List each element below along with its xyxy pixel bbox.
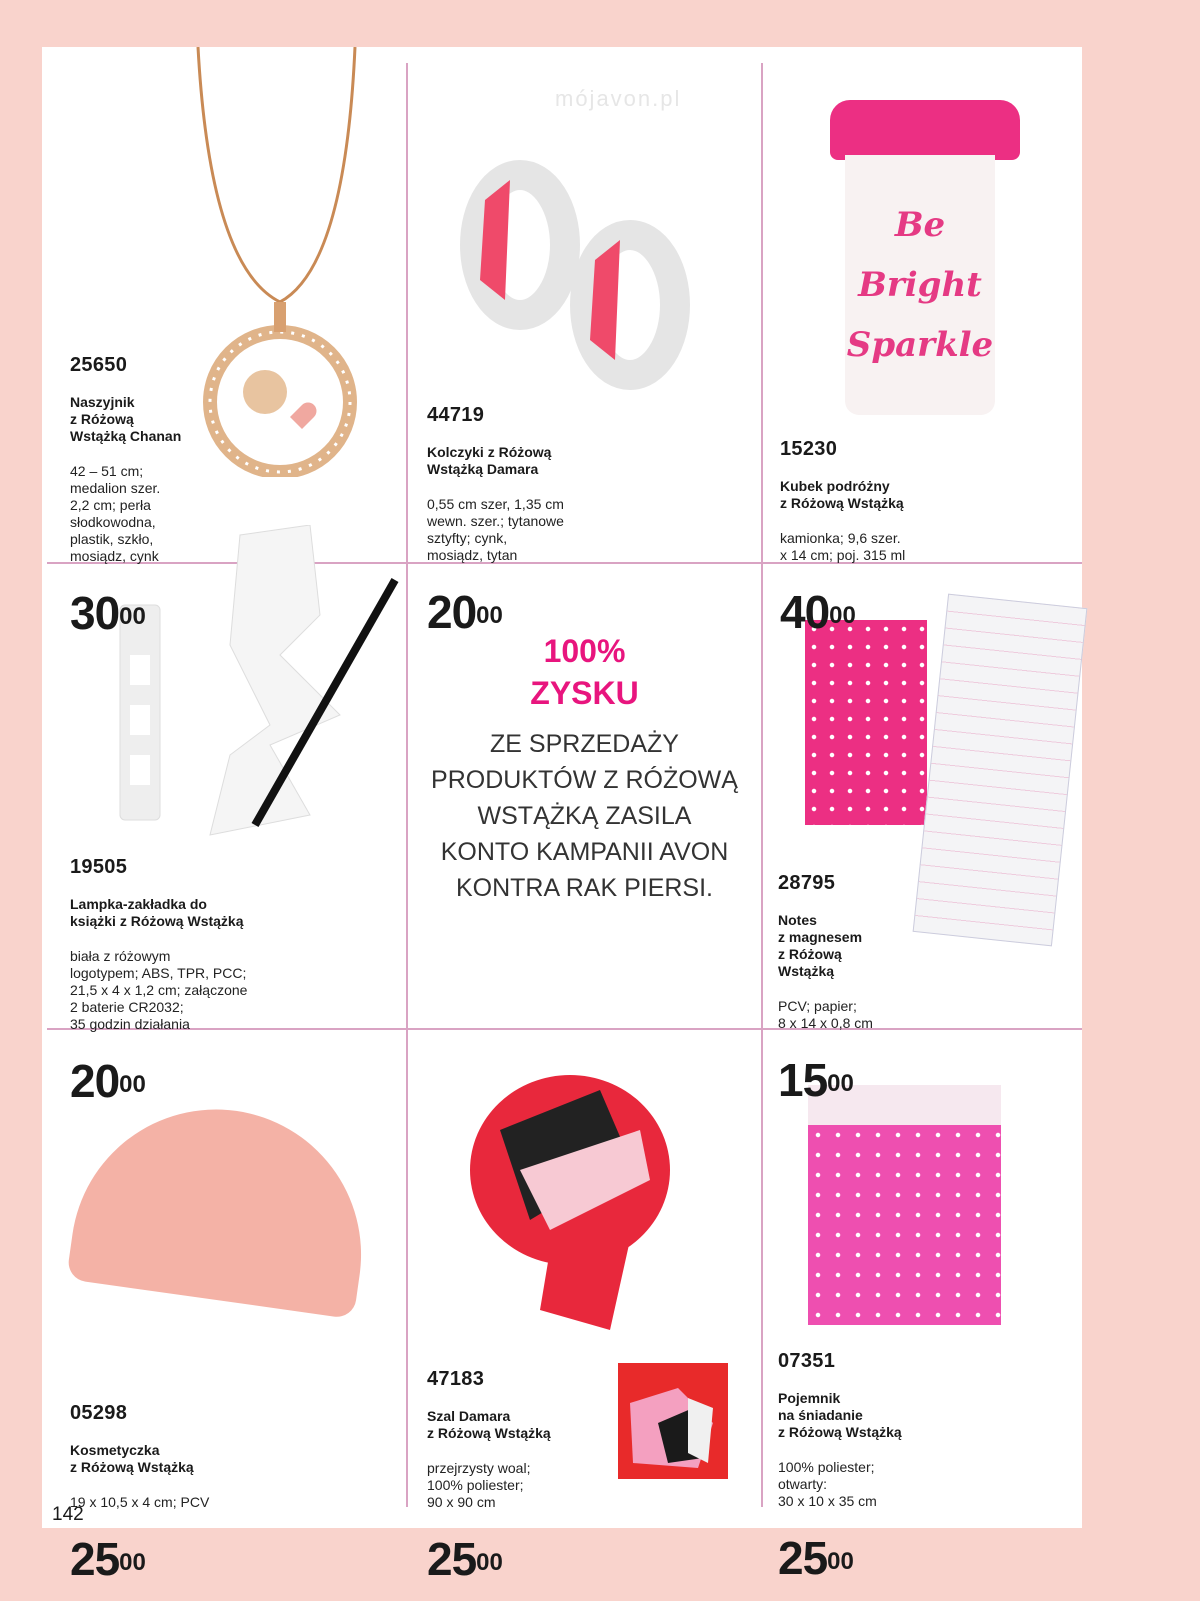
product-title: Pojemnik na śniadanie z Różową Wstążką bbox=[778, 1390, 902, 1440]
product-code: 19505 bbox=[70, 856, 128, 878]
promo-headline: 100% bbox=[543, 633, 626, 669]
product-47183[interactable] bbox=[427, 1350, 551, 1601]
product-price: $30^{00}$ bbox=[70, 587, 146, 639]
product-code: 05298 bbox=[70, 1402, 128, 1424]
product-description: 42 – 51 cm; medalion szer. 2,2 cm; perła słodkowodna, plastik, szkło, mosiądz, cynk bbox=[70, 463, 161, 564]
product-description: biała z różowym logotypem; ABS, TPR, PCC; 21,5 x 4 x 1,2 cm; załączone 2 baterie CR2032; 35 godzin działania bbox=[70, 948, 248, 1032]
promo-block bbox=[407, 630, 762, 906]
product-code: 07351 bbox=[778, 1350, 836, 1372]
earrings-image bbox=[450, 160, 720, 390]
promo-text: ZE SPRZEDAŻY PRODUKTÓW Z RÓŻOWĄ WSTĄŻKĄ ZASILA KONTO KAMPANII AVON KONTRA RAK PIERSI. bbox=[431, 730, 738, 902]
product-28795[interactable] bbox=[778, 854, 873, 1122]
scarf-pattern-image bbox=[618, 1363, 728, 1479]
product-code: 15230 bbox=[780, 438, 838, 460]
product-15230[interactable] bbox=[780, 420, 905, 654]
product-title: Lampka-zakładka do książki z Różową Wstążką bbox=[70, 896, 244, 929]
product-price: $15^{00}$ bbox=[778, 1054, 854, 1106]
product-price: $25^{00}$ bbox=[70, 1533, 146, 1585]
product-title: Kosmetyczka z Różową Wstążką bbox=[70, 1442, 194, 1475]
product-19505[interactable] bbox=[70, 838, 247, 1123]
mug-image: Be Bright Sparkle bbox=[845, 155, 995, 415]
product-description: PCV; papier; 8 x 14 x 0,8 cm bbox=[778, 998, 873, 1031]
product-title: Szal Damara z Różową Wstążką bbox=[427, 1408, 551, 1441]
promo-headline: ZYSKU bbox=[530, 675, 639, 711]
scarf-image bbox=[460, 1070, 680, 1330]
watermark: mójavon.pl bbox=[555, 86, 682, 111]
product-description: kamionka; 9,6 szer. x 14 cm; poj. 315 ml bbox=[780, 530, 906, 563]
product-price: $20^{00}$ bbox=[427, 586, 503, 638]
product-description: 19 x 10,5 x 4 cm; PCV bbox=[70, 1494, 210, 1510]
product-description: 100% poliester; otwarty: 30 x 10 x 35 cm bbox=[778, 1459, 877, 1509]
product-title: Notes z magnesem z Różową Wstążką bbox=[778, 912, 863, 979]
product-description: 0,55 cm szer, 1,35 cm wewn. szer.; tytanowe sztyfty; cynk, mosiądz, tytan bbox=[427, 496, 564, 563]
product-25650[interactable] bbox=[70, 336, 181, 655]
product-price: $25^{00}$ bbox=[427, 1533, 503, 1585]
product-05298[interactable] bbox=[70, 1384, 209, 1601]
product-44719[interactable] bbox=[427, 386, 564, 654]
product-title: Naszyjnik z Różową Wstążką Chanan bbox=[70, 394, 182, 444]
product-price: $20^{00}$ bbox=[70, 1055, 146, 1107]
product-code: 25650 bbox=[70, 354, 128, 376]
product-code: 47183 bbox=[427, 1368, 485, 1390]
mug-lid bbox=[830, 100, 1020, 160]
product-description: przejrzysty woal; 100% poliester; 90 x 90 cm bbox=[427, 1460, 531, 1510]
product-price: $40^{00}$ bbox=[780, 586, 856, 638]
product-07351[interactable] bbox=[778, 1332, 902, 1600]
necklace-image bbox=[180, 47, 380, 477]
product-price: $25^{00}$ bbox=[778, 1532, 854, 1584]
page-number: 142 bbox=[52, 1504, 84, 1525]
product-code: 44719 bbox=[427, 404, 485, 426]
product-code: 28795 bbox=[778, 872, 836, 894]
product-title: Kolczyki z Różową Wstążką Damara bbox=[427, 444, 552, 477]
product-title: Kubek podróżny z Różową Wstążką bbox=[780, 478, 904, 511]
